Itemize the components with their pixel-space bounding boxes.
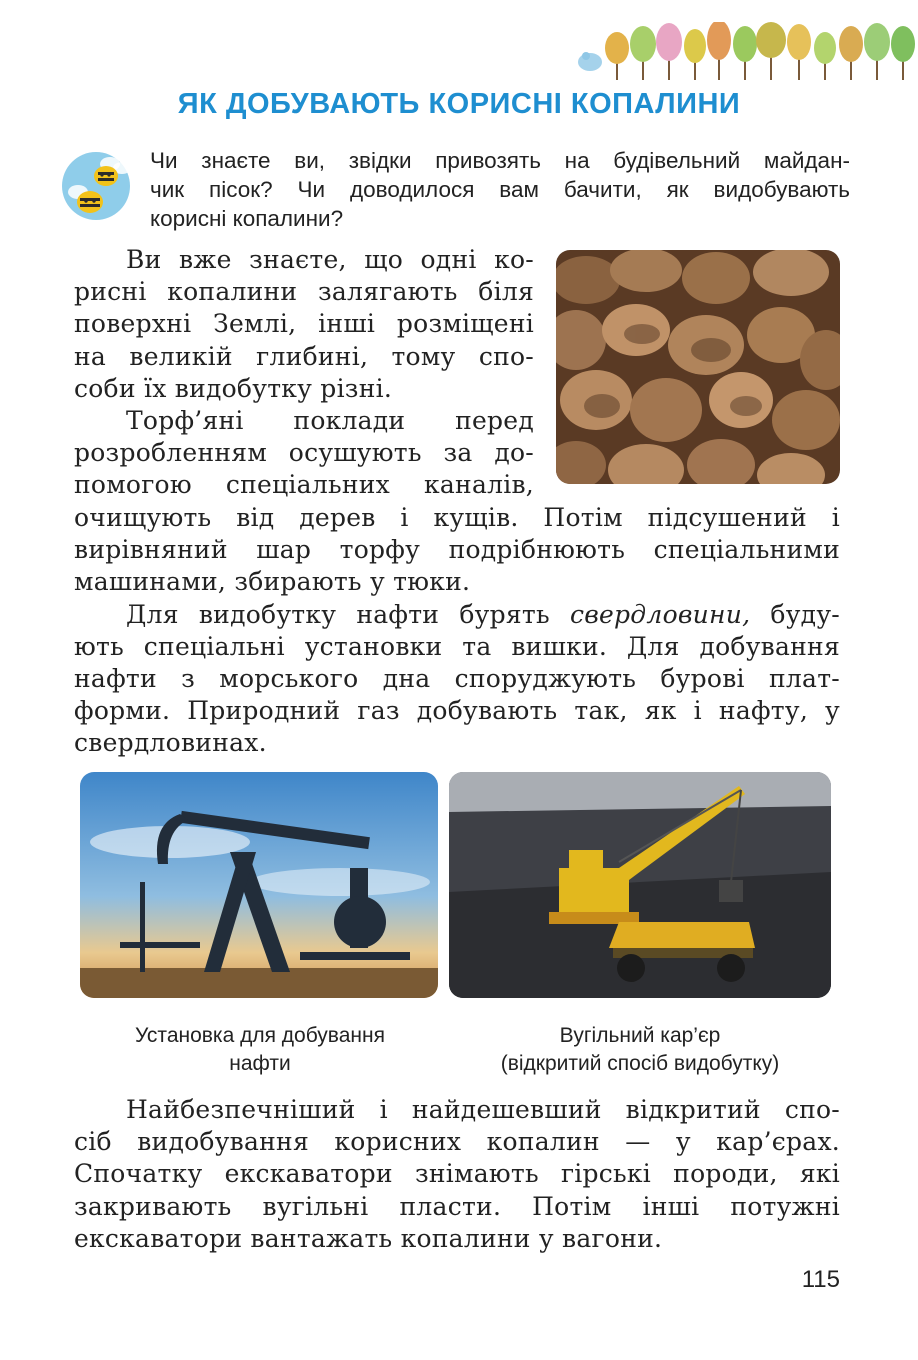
- text-line: Найбезпечніший і найдешевший відкритий спо-: [126, 1095, 840, 1124]
- text-line: помогою спеціальних каналів,: [74, 470, 534, 500]
- peat-briquettes-photo: [556, 250, 840, 484]
- text-line: Торф’яні поклади перед: [126, 406, 534, 436]
- page-number: 115: [801, 1266, 840, 1293]
- text-line: машинами, збирають у тюки.: [74, 567, 471, 597]
- text-line: екскаватори вантажать копалини у вагони.: [74, 1223, 663, 1253]
- text-line: [74, 599, 840, 631]
- intro-line: корисні копалини?: [150, 206, 344, 231]
- text-line: розробленням осушують за до-: [74, 438, 534, 468]
- text-line: Ви вже знаєте, що одні ко-: [126, 245, 534, 274]
- intro-line: чик пісок? Чи доводилося вам бачити, як видобувають: [150, 177, 850, 202]
- text-line: вирівняний шар торфу подрібнюють спеціальними: [74, 535, 840, 565]
- paragraph-narrow: [74, 244, 534, 502]
- text-line: свердловинах.: [74, 728, 267, 758]
- text-line: очищують від дерев і кущів. Потім підсушений і: [74, 503, 840, 532]
- caption-line: нафти: [229, 1052, 291, 1075]
- italic-term: свердловини,: [569, 599, 751, 629]
- text-line: рисні копалини залягають біля: [74, 277, 534, 307]
- intro-question: [150, 146, 850, 233]
- tree-row: [578, 22, 915, 80]
- text-line: ють спеціальні установки та вишки. Для добування: [74, 631, 840, 661]
- paragraph-quarry: [74, 1094, 840, 1255]
- paragraph-wide: [74, 502, 840, 760]
- oil-pumpjack-photo: [80, 772, 438, 998]
- text-line: на великій глибині, тому спо-: [74, 341, 534, 371]
- caption-line: (відкритий спосіб видобутку): [500, 1052, 780, 1075]
- text-line: соби їх видобутку різні.: [74, 373, 393, 403]
- page-title: ЯК ДОБУВАЮТЬ КОРИСНІ КОПАЛИНИ: [177, 88, 741, 120]
- text-fragment: буду-: [750, 599, 840, 629]
- text-line: форми. Природний газ добувають так, як і нафту, у: [74, 696, 840, 726]
- coal-quarry-excavator-photo: [449, 772, 831, 998]
- text-line: нафти з морського дна споруджують бурові плат-: [74, 664, 840, 694]
- text-line: поверхні Землі, інші розміщені: [74, 309, 534, 339]
- caption-quarry: [449, 1022, 831, 1078]
- caption-line: Установка для добування: [135, 1024, 385, 1047]
- caption-line: Вугільний кар’єр: [559, 1024, 721, 1047]
- intro-line: Чи знаєте ви, звідки привозять на будівельний майдан-: [150, 148, 850, 173]
- text-line: закривають вугільні пласти. Потім інші потужні: [74, 1191, 840, 1221]
- text-fragment: Для видобутку нафти бурять: [126, 599, 570, 629]
- decorative-trees-illustration: [572, 22, 918, 82]
- text-line: Спочатку екскаватори знімають гірські породи, які: [74, 1159, 840, 1189]
- text-line: сіб видобування корисних копалин — у кар’єрах.: [74, 1127, 840, 1157]
- caption-oil: [80, 1022, 440, 1078]
- bees-icon: [60, 146, 134, 222]
